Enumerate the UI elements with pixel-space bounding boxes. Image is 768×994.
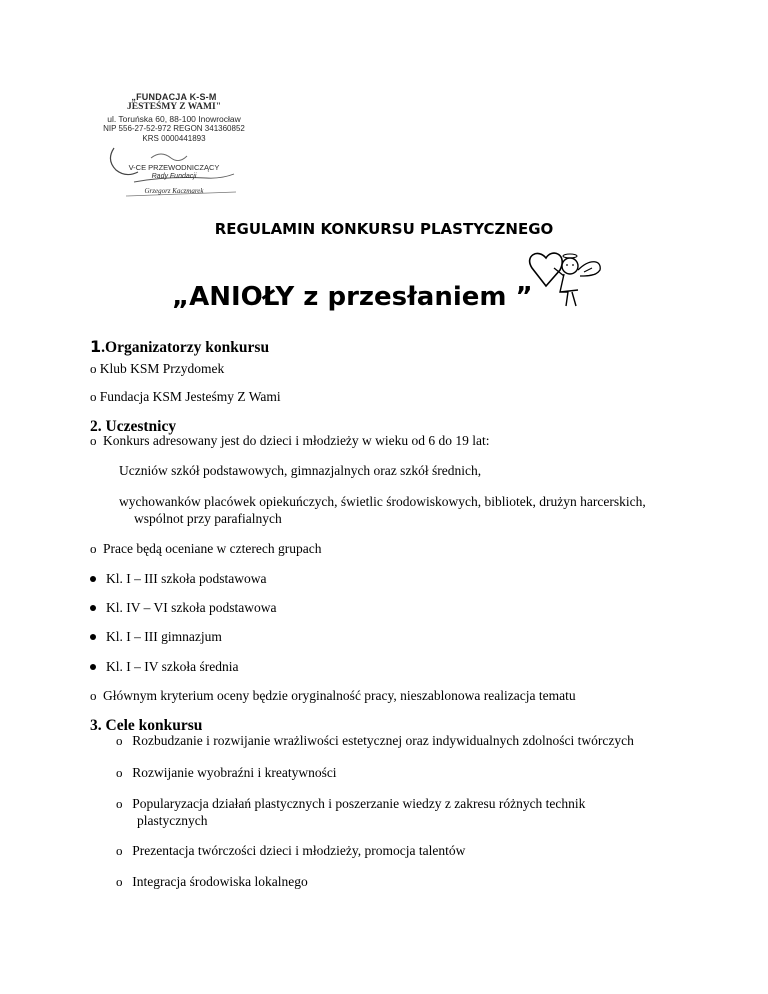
bullet-item: Kl. IV – VI szkoła podstawowa	[90, 600, 276, 616]
contest-name: „ANIOŁY z przesłaniem ”	[172, 282, 533, 312]
paragraph-line: wspólnot przy parafialnych	[134, 511, 282, 526]
paragraph-line: wychowanków placówek opiekuńczych, świetlic środowiskowych, bibliotek, drużyn harcerskich,	[119, 494, 646, 509]
bullet-icon	[90, 664, 96, 670]
list-item-continuation: plastycznych	[137, 813, 208, 828]
list-item: o Prezentacja twórczości dzieci i młodzieży, promocja talentów	[116, 843, 466, 858]
section-number: 1	[90, 337, 102, 356]
stamp-line: „FUNDACJA K-S-M	[131, 92, 217, 102]
bullet-item: Kl. I – IV szkoła średnia	[90, 659, 238, 675]
section-3-heading: 3. Cele konkursu	[90, 717, 203, 734]
bullet-icon	[90, 634, 96, 640]
foundation-stamp	[96, 88, 252, 214]
list-item: o Klub KSM Przydomek	[90, 361, 225, 376]
section-2-heading: 2. Uczestnicy	[90, 418, 177, 435]
list-item: o Głównym kryterium oceny będzie oryginalność pracy, nieszablonowa realizacja tematu	[90, 688, 576, 703]
list-item: o Rozwijanie wyobraźni i kreatywności	[116, 765, 337, 780]
list-item: o Prace będą oceniane w czterech grupach	[90, 541, 322, 556]
list-item: o Fundacja KSM Jesteśmy Z Wami	[90, 389, 281, 404]
bullet-item: Kl. I – III gimnazjum	[90, 629, 222, 645]
stamp-signature: Grzegorz Kaczmarek	[144, 187, 204, 195]
stamp-line: JESTEŚMY Z WAMI"	[127, 102, 221, 112]
list-item: o Integracja środowiska lokalnego	[116, 874, 308, 889]
section-1-heading	[90, 337, 269, 357]
section-heading-text: .Organizatorzy konkursu	[101, 339, 270, 356]
stamp-line: ul. Toruńska 60, 88-100 Inowrocław	[107, 114, 241, 124]
angel-heart-illustration	[520, 246, 604, 310]
bullet-item: Kl. I – III szkoła podstawowa	[90, 571, 266, 587]
document-title: REGULAMIN KONKURSU PLASTYCZNEGO	[214, 220, 554, 238]
stamp-line: V-CE PRZEWODNICZĄCY	[128, 163, 220, 172]
bullet-icon	[90, 576, 96, 582]
list-item: o Konkurs adresowany jest do dzieci i młodzieży w wieku od 6 do 19 lat:	[90, 433, 490, 448]
list-item: o Popularyzacja działań plastycznych i poszerzanie wiedzy z zakresu różnych technik	[116, 796, 586, 811]
stamp-line: NIP 556-27-52-972 REGON 341360852	[103, 124, 245, 133]
stamp-line: Rady Fundacji	[151, 173, 197, 180]
bullet-icon	[90, 605, 96, 611]
stamp-line: KRS 0000441893	[142, 134, 206, 143]
list-item: o Rozbudzanie i rozwijanie wrażliwości estetycznej oraz indywidualnych zdolności twórczych	[116, 733, 634, 748]
paragraph-line: Uczniów szkół podstawowych, gimnazjalnych oraz szkół średnich,	[119, 463, 482, 478]
